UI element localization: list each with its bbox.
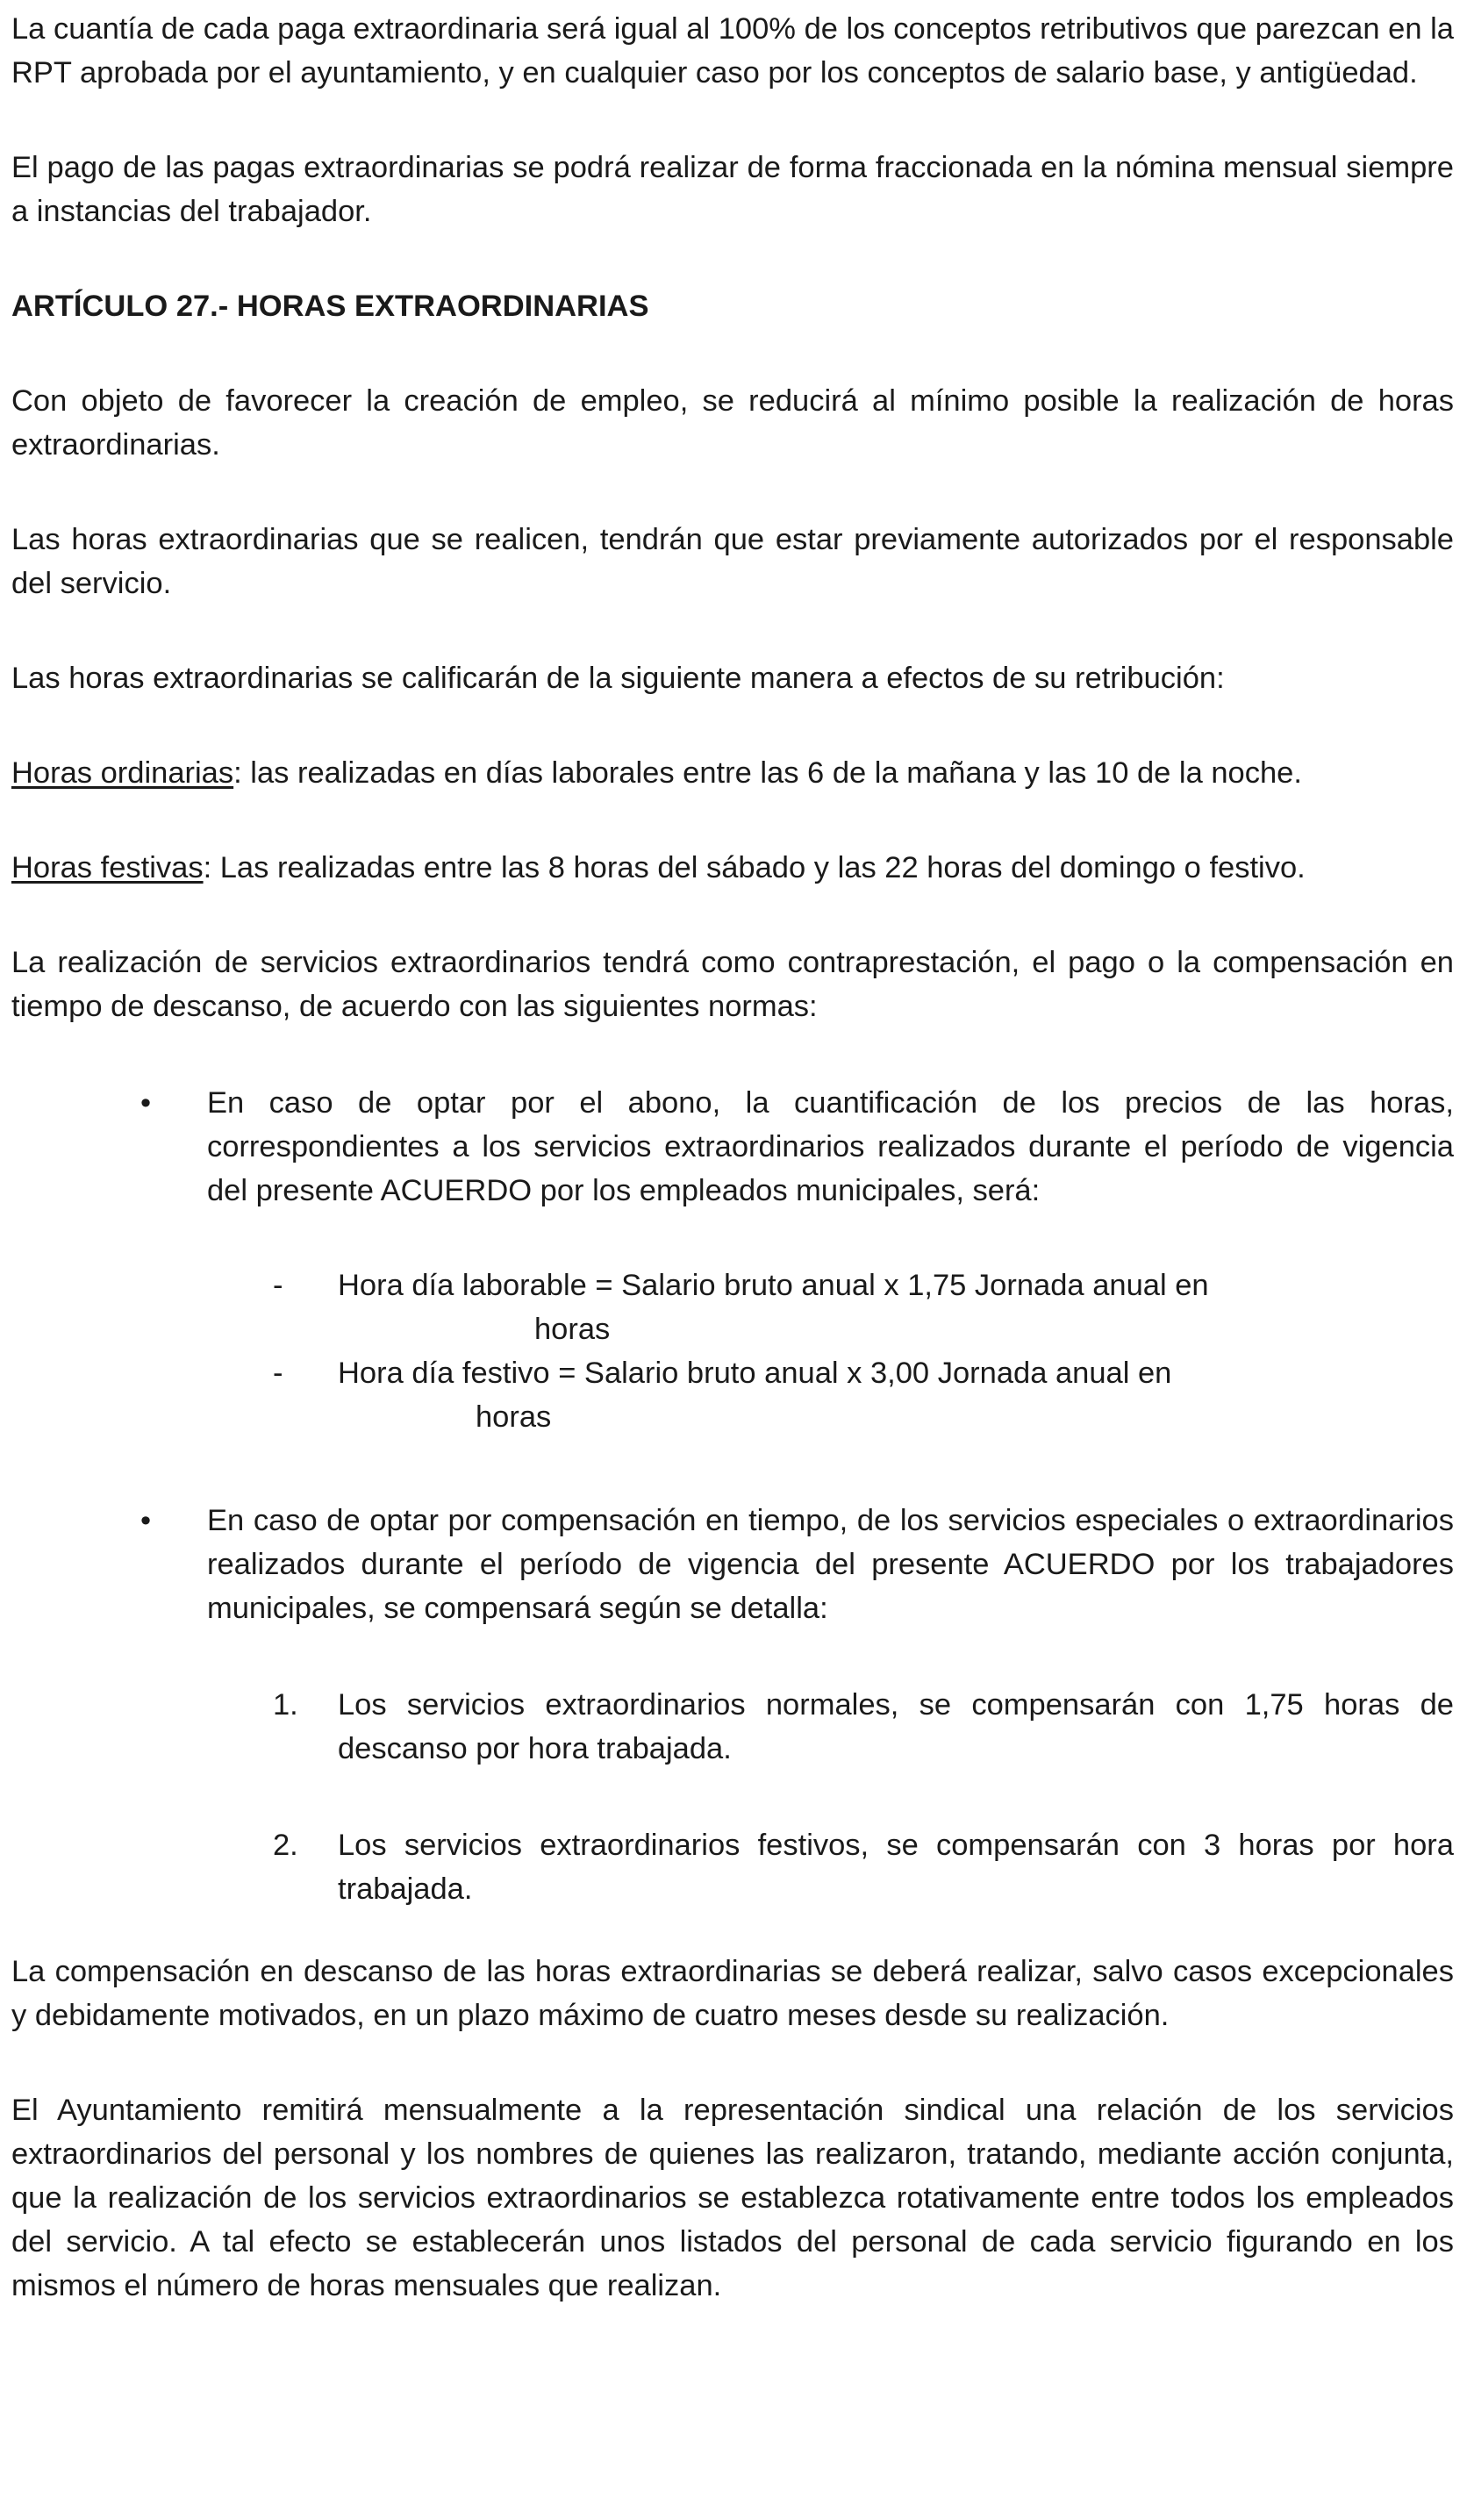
bullet-icon: •	[140, 1086, 152, 1120]
dash-icon: -	[273, 1269, 283, 1302]
dash-icon: -	[273, 1357, 283, 1390]
numbered-item-normales	[11, 1683, 1454, 1771]
numbered-item-festivos-text: Los servicios extraordinarios festivos, se compensarán con 3 horas por hora trabajada.	[338, 1829, 1454, 1906]
horas-ordinarias-label: Horas ordinarias	[11, 756, 234, 790]
formula-festivo-line2: horas	[476, 1400, 552, 1434]
paragraph-ayuntamiento: El Ayuntamiento remitirá mensualmente a la representación sindical una relación de los servicios extraordinarios del personal y los nombres de quienes las realizaron, tratando, mediante acción conjunta, que la realización de los servicios extraordinarios se establezca rotativamente entre todos los empleados del servicio. A tal efecto se establecerán unos listados del personal de cada servicio figurando en los mismos el número de horas mensuales que realizan.	[11, 2094, 1454, 2302]
formula-laborable-line1: Hora día laborable = Salario bruto anual x 1,75 Jornada anual en	[338, 1269, 1209, 1302]
formula-laborable-line2: horas	[534, 1313, 611, 1346]
horas-ordinarias-text: : las realizadas en días laborales entre las 6 de la mañana y las 10 de la noche.	[233, 756, 1302, 790]
article-heading: ARTÍCULO 27.- HORAS EXTRAORDINARIAS	[11, 290, 649, 323]
paragraph-horas-ordinarias	[11, 751, 1454, 795]
item-number: 1.	[273, 1688, 298, 1722]
paragraph-paga-cuantia: La cuantía de cada paga extraordinaria será igual al 100% de los conceptos retributivos que parezcan en la RPT aprobada por el ayuntamiento, y en cualquier caso por los conceptos de salario base, y antigüedad.	[11, 12, 1454, 89]
formula-festivo-line1: Hora día festivo = Salario bruto anual x 3,00 Jornada anual en	[338, 1357, 1172, 1390]
bullet-item-compensacion	[11, 1499, 1454, 1630]
formula-laborable	[11, 1264, 1303, 1351]
numbered-item-normales-text: Los servicios extraordinarios normales, se compensarán con 1,75 horas de descanso por hora trabajada.	[338, 1688, 1454, 1765]
horas-festivas-label: Horas festivas	[11, 851, 204, 884]
formula-festivo	[11, 1351, 1303, 1439]
paragraph-autorizacion: Las horas extraordinarias que se realicen, tendrán que estar previamente autorizados por el responsable del servicio.	[11, 523, 1454, 600]
paragraph-plazo: La compensación en descanso de las horas extraordinarias se deberá realizar, salvo casos excepcionales y debidamente motivados, en un plazo máximo de cuatro meses desde su realización.	[11, 1955, 1454, 2032]
paragraph-empleo: Con objeto de favorecer la creación de empleo, se reducirá al mínimo posible la realización de horas extraordinarias.	[11, 384, 1454, 462]
paragraph-paga-fraccionada: El pago de las pagas extraordinarias se podrá realizar de forma fraccionada en la nómina mensual siempre a instancias del trabajador.	[11, 151, 1454, 228]
paragraph-horas-festivas	[11, 846, 1454, 890]
numbered-item-festivos	[11, 1823, 1454, 1911]
bullet-item-abono	[11, 1081, 1454, 1213]
paragraph-contraprestacion: La realización de servicios extraordinarios tendrá como contraprestación, el pago o la compensación en tiempo de descanso, de acuerdo con las siguientes normas:	[11, 946, 1454, 1023]
bullet-icon: •	[140, 1504, 152, 1537]
bullet-compensacion-text: En caso de optar por compensación en tiempo, de los servicios especiales o extraordinarios realizados durante el período de vigencia del presente ACUERDO por los trabajadores municipales, se compensará según se detalla:	[207, 1504, 1454, 1625]
item-number: 2.	[273, 1829, 298, 1862]
paragraph-calificacion: Las horas extraordinarias se calificarán de la siguiente manera a efectos de su retribución:	[11, 662, 1225, 695]
horas-festivas-text: : Las realizadas entre las 8 horas del sábado y las 22 horas del domingo o festivo.	[203, 851, 1306, 884]
document-page	[11, 7, 1454, 2308]
bullet-abono-text: En caso de optar por el abono, la cuantificación de los precios de las horas, correspondientes a los servicios extraordinarios realizados durante el período de vigencia del presente ACUERDO por los empleados municipales, será:	[207, 1086, 1454, 1207]
